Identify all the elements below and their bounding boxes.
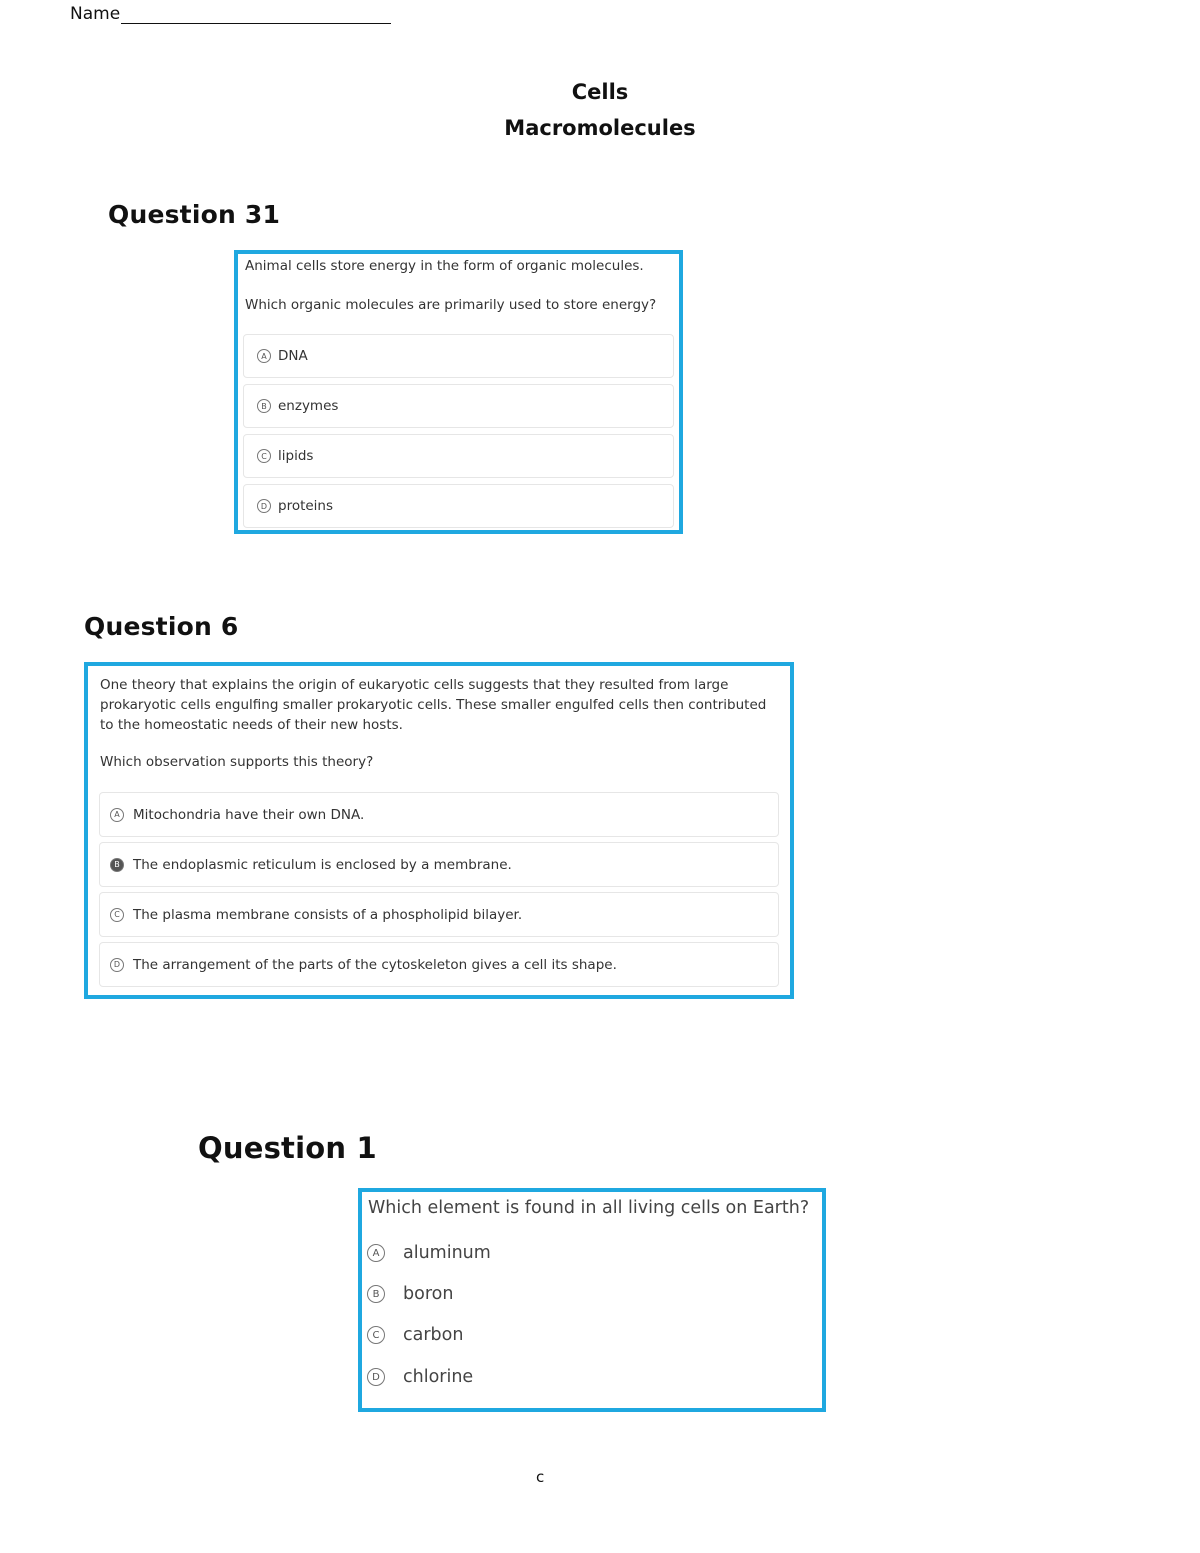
question-1-heading: Question 1 — [198, 1131, 377, 1165]
choice-text: The plasma membrane consists of a phospholipid bilayer. — [133, 906, 523, 923]
question-6-choice-b[interactable] — [99, 842, 779, 887]
question-31-box — [234, 250, 683, 534]
choice-letter-b-icon: B — [257, 399, 271, 413]
answer-mark: c — [536, 1468, 545, 1486]
choice-letter-a-icon: A — [367, 1244, 385, 1262]
question-1-prompt: Which element is found in all living cells on Earth? — [368, 1198, 810, 1218]
question-1-choice-c[interactable] — [367, 1325, 463, 1345]
question-6-choice-a[interactable] — [99, 792, 779, 837]
question-6-box — [84, 662, 794, 999]
name-field[interactable] — [70, 4, 391, 24]
question-31-choice-d[interactable] — [243, 484, 674, 528]
choice-text: carbon — [403, 1325, 464, 1345]
question-31-choice-b[interactable] — [243, 384, 674, 428]
question-31-prompt: Which organic molecules are primarily used to store energy? — [245, 297, 657, 313]
title-line-2: Macromolecules — [504, 116, 696, 140]
choice-letter-a-icon: A — [110, 808, 124, 822]
choice-letter-b-icon: B — [367, 1285, 385, 1303]
title-line-1: Cells — [571, 80, 629, 104]
choice-letter-d-icon: D — [110, 958, 124, 972]
choice-text: boron — [403, 1284, 454, 1304]
choice-text: aluminum — [403, 1243, 491, 1263]
question-6-choice-c[interactable] — [99, 892, 779, 937]
choice-text: proteins — [278, 498, 334, 514]
choice-text: DNA — [278, 348, 308, 364]
choice-letter-d-icon: D — [367, 1368, 385, 1386]
choice-text: Mitochondria have their own DNA. — [133, 806, 365, 823]
question-6-prompt: Which observation supports this theory? — [100, 754, 374, 770]
question-31-heading: Question 31 — [108, 200, 281, 229]
question-6-stem: One theory that explains the origin of eukaryotic cells suggests that they resulted from large prokaryotic cells engulfing smaller prokaryotic cells. These smaller engulfed cells then contributed to the homeostatic needs of their new hosts. — [100, 677, 767, 733]
question-1-choice-b[interactable] — [367, 1284, 453, 1304]
choice-letter-c-icon: C — [110, 908, 124, 922]
choice-letter-c-icon: C — [257, 449, 271, 463]
question-1-choice-d[interactable] — [367, 1367, 473, 1387]
question-31-choice-a[interactable] — [243, 334, 674, 378]
question-6-choice-d[interactable] — [99, 942, 779, 987]
question-1-choice-a[interactable] — [367, 1243, 491, 1263]
choice-letter-b-icon: B — [110, 858, 124, 872]
choice-letter-c-icon: C — [367, 1326, 385, 1344]
choice-letter-d-icon: D — [257, 499, 271, 513]
choice-text: lipids — [278, 448, 314, 464]
name-label: Name — [70, 4, 121, 24]
choice-letter-a-icon: A — [257, 349, 271, 363]
page-title — [0, 74, 1200, 146]
question-31-choice-c[interactable] — [243, 434, 674, 478]
choice-text: enzymes — [278, 398, 339, 414]
question-1-box — [358, 1188, 826, 1412]
choice-text: The arrangement of the parts of the cytoskeleton gives a cell its shape. — [133, 956, 617, 973]
question-31-stem: Animal cells store energy in the form of organic molecules. — [245, 258, 644, 274]
question-6-heading: Question 6 — [84, 612, 239, 641]
choice-text: chlorine — [403, 1367, 474, 1387]
choice-text: The endoplasmic reticulum is enclosed by a membrane. — [133, 856, 512, 873]
name-underline — [121, 5, 391, 24]
